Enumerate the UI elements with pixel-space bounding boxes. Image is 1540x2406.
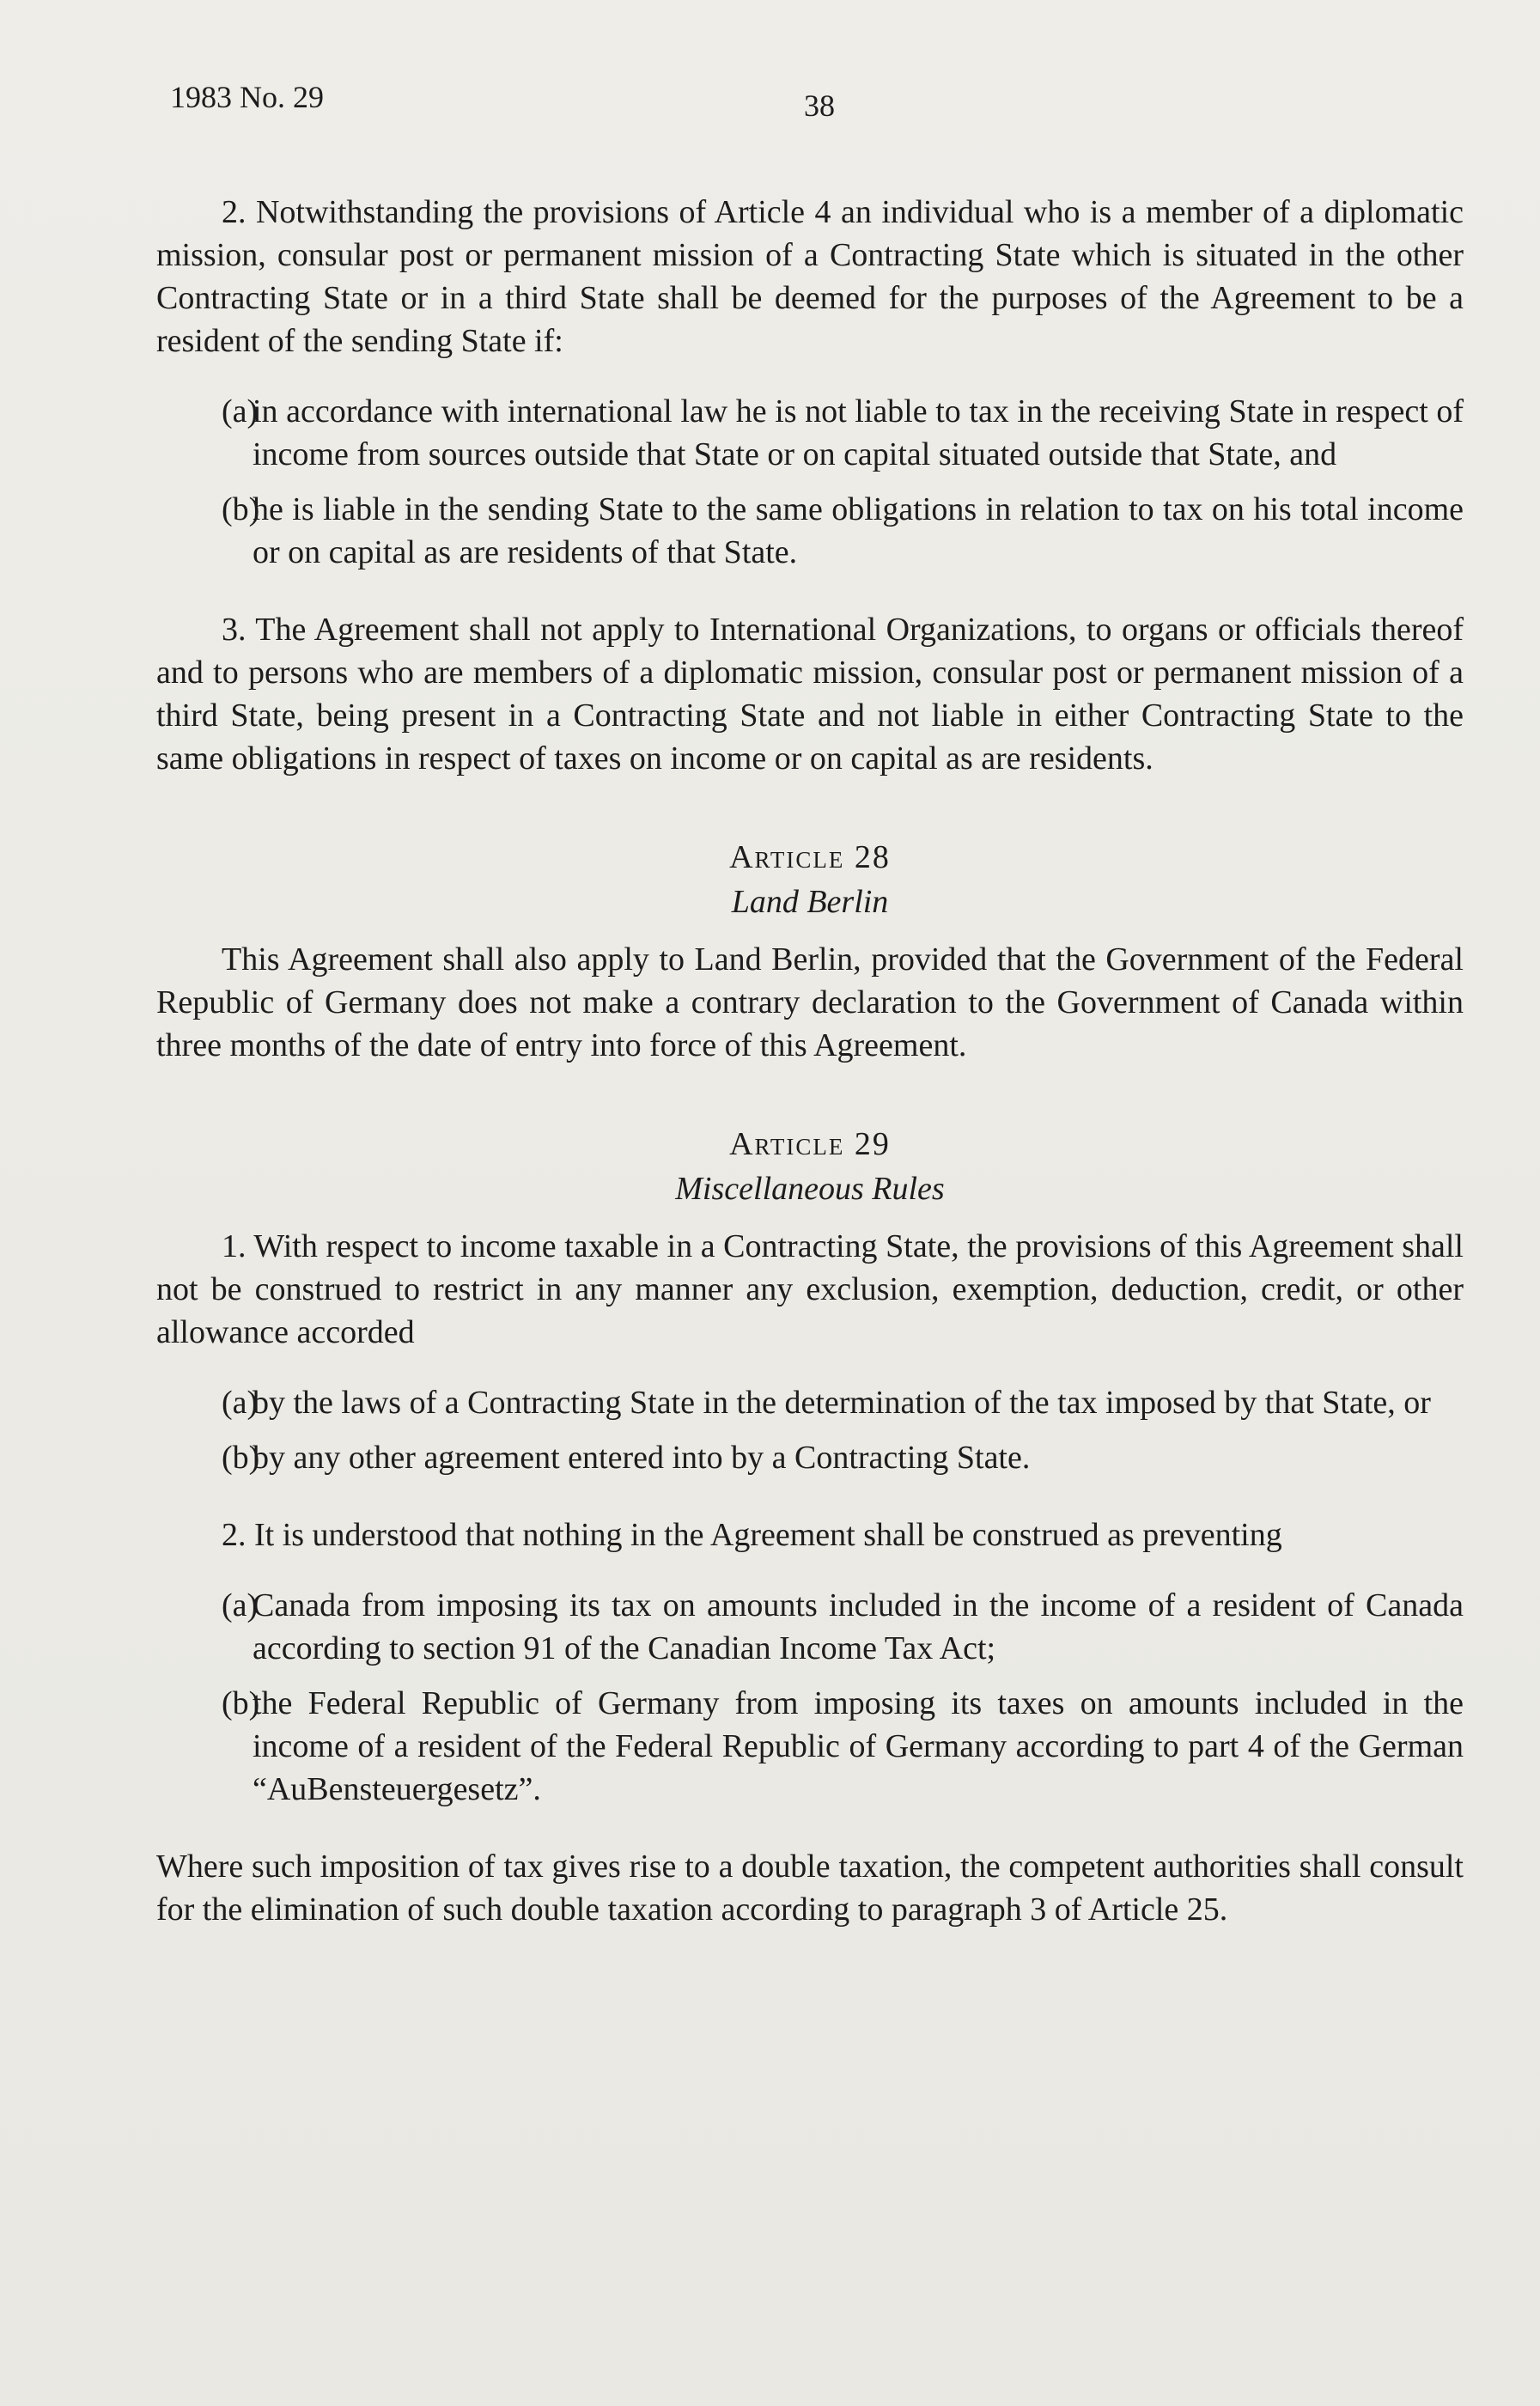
article28-title: Land Berlin [731,884,889,920]
list-item [156,390,1464,476]
item-text: the Federal Republic of Germany from imposing its taxes on amounts included in the income of a resident of the Federal Republic of Germany according to part 4 of the German “AuBensteuergesetz”. [253,1685,1464,1807]
item-text: by any other agreement entered into by a Contracting State. [253,1440,1031,1476]
article29-paragraph-1-list [156,1381,1464,1479]
article28-heading: Article 28 [729,839,891,875]
item-text: Canada from imposing its tax on amounts included in the income of a resident of Canada according to section 91 of the Canadian Income Tax Act; [253,1587,1464,1666]
article27-paragraph-3: 3. The Agreement shall not apply to International Organizations, to organs or officials thereof and to persons who are members of a diplomatic mission, consular post or permanent mission of a third State, being present in a Contracting State and not liable in either Contracting State to the same obligations in respect of taxes on income or on capital as are residents. [156,612,1464,777]
article28-text: This Agreement shall also apply to Land Berlin, provided that the Government of the Federal Republic of Germany does not make a contrary declaration to the Government of Canada within three months of the date of entry into force of this Agreement. [156,941,1464,1063]
article27-paragraph-2: 2. Notwithstanding the provisions of Article 4 an individual who is a member of a diplomatic mission, consular post or permanent mission of a Contracting State which is situated in the other Contracting State or in a third State shall be deemed for the purposes of the Agreement to be a resident of the sending State if: [156,194,1464,359]
page-content [156,191,1464,1931]
article29-paragraph-1: 1. With respect to income taxable in a Contracting State, the provisions of this Agreement shall not be construed to restrict in any manner any exclusion, exemption, deduction, credit, or other allowance accorded [156,1228,1464,1350]
article29-paragraph-2-list [156,1584,1464,1811]
article29-paragraph-2: 2. It is understood that nothing in the Agreement shall be construed as preventing [222,1517,1282,1553]
article29-title: Miscellaneous Rules [675,1171,945,1207]
item-label: (a) [222,1587,259,1623]
item-text: by the laws of a Contracting State in the determination of the tax imposed by that State, or [253,1385,1431,1421]
list-item [156,488,1464,574]
item-label: (b) [222,1440,260,1476]
item-label: (b) [222,491,260,527]
list-item [156,1682,1464,1811]
page-header [170,79,1437,131]
item-label: (a) [222,393,259,429]
article29-closing: Where such imposition of tax gives rise to a double taxation, the competent authorities shall consult for the elimination of such double taxation according to paragraph 3 of Article 25. [156,1849,1464,1928]
item-label: (b) [222,1685,260,1721]
article29-heading: Article 29 [729,1126,891,1162]
article27-paragraph-2-list [156,390,1464,574]
item-text: he is liable in the sending State to the same obligations in relation to tax on his total income or on capital as are residents of that State. [253,491,1464,570]
item-label: (a) [222,1385,259,1421]
list-item [156,1381,1464,1424]
item-text: in accordance with international law he is not liable to tax in the receiving State in respect of income from sources outside that State or on capital situated outside that State, and [253,393,1464,472]
list-item [156,1584,1464,1670]
year-number: 1983 No. 29 [170,80,324,114]
list-item [156,1436,1464,1479]
page-number: 38 [804,88,835,123]
